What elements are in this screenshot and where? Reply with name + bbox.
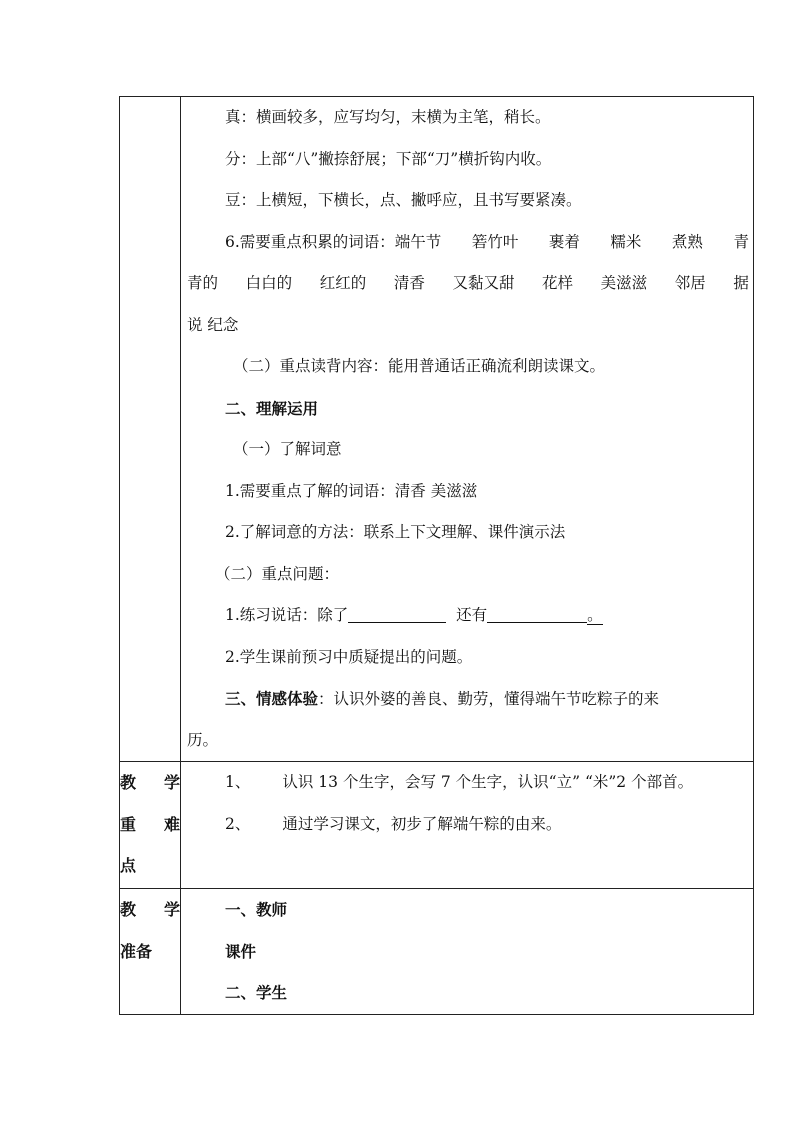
row-content-continuation [120, 97, 754, 762]
emotion-experience-text: ：认识外婆的善良、勤劳，懂得端午节吃粽子的来 [318, 690, 660, 708]
speaking-practice [187, 595, 749, 637]
vocab-word: 白白的 [245, 274, 293, 292]
stroke-note-zhen: 真：横画较多，应写均匀，末横为主笔，稍长。 [225, 108, 551, 126]
vocab-word: 清香 [393, 274, 425, 292]
stroke-note-dou: 豆：上横短，下横长，点、撇呼应，且书写要紧凑。 [225, 191, 582, 209]
vocab-word: 又黏又甜 [452, 274, 515, 292]
difficulty-item-1 [187, 762, 749, 804]
vocab-word: 花样 [542, 274, 574, 292]
subheading-word-meaning: （一）了解词意 [233, 440, 342, 458]
item-number: 1、 [225, 773, 251, 791]
fill-blank-1 [348, 606, 446, 623]
vocab-word: 邻居 [674, 274, 706, 292]
label-char: 难 [163, 814, 180, 834]
student-questions: 2.学生课前预习中质疑提出的问题。 [225, 647, 473, 666]
label-char: 学 [163, 900, 180, 919]
vocab-word: 青的 [187, 274, 219, 292]
fill-blank-2 [487, 606, 587, 623]
vocab-word: 糯米 [610, 232, 642, 251]
vocab-word: 红红的 [319, 274, 367, 292]
heading-emotion-experience: 三、情感体验 [225, 689, 319, 708]
item-number: 2、 [225, 814, 251, 833]
vocab-word: 裹着 [548, 232, 580, 251]
label-char: 点 [120, 856, 137, 875]
subheading-key-questions: （二）重点问题： [215, 564, 340, 583]
item-text: 通过学习课文，初步了解端午粽的由来。 [282, 814, 562, 833]
vocab-intro: 6.需要重点积累的词语：端午节 [225, 232, 442, 251]
emotion-experience-line-2: 历。 [187, 730, 219, 749]
vocab-line-3: 说 纪念 [187, 315, 239, 334]
key-difficulties-content [181, 762, 754, 889]
reading-focus: （二）重点读背内容：能用普通话正确流利朗读课文。 [233, 357, 606, 375]
label-char: 教 [120, 773, 137, 792]
prep-student-heading: 二、学生 [225, 983, 288, 1002]
prep-teacher-item: 课件 [225, 941, 257, 961]
row-key-difficulties [120, 762, 754, 889]
speaking-prompt-end: 。 [587, 606, 603, 624]
label-char: 学 [163, 773, 180, 792]
label-key-difficulties [120, 762, 181, 889]
label-teaching-preparation [120, 889, 181, 1015]
emotion-experience-line [187, 678, 749, 720]
vocab-word: 煮熟 [671, 232, 703, 251]
prep-teacher-heading: 一、教师 [225, 900, 288, 919]
row-teaching-preparation [120, 889, 754, 1015]
label-char: 准备 [120, 941, 153, 961]
vocab-line-2 [187, 263, 749, 305]
content-cell [181, 97, 754, 762]
label-char: 教 [120, 900, 137, 919]
stroke-note-fen: 分：上部“八”撇捺舒展；下部“刀”横折钩内收。 [225, 149, 552, 168]
difficulty-item-2 [187, 804, 749, 846]
heading-understand-apply: 二、理解运用 [225, 398, 319, 418]
speaking-prompt-a: 1.练习说话：除了 [225, 606, 349, 624]
vocab-word: 据 [733, 274, 749, 292]
word-meaning-methods: 2.了解词意的方法：联系上下文理解、课件演示法 [225, 523, 566, 541]
lesson-plan-table [119, 96, 754, 1015]
vocab-word: 青 [733, 232, 749, 251]
speaking-prompt-b: 还有 [456, 606, 488, 624]
vocab-word: 箬竹叶 [471, 232, 519, 251]
teaching-preparation-content [181, 889, 754, 1015]
vocab-line-1 [187, 222, 749, 264]
key-words-to-understand: 1.需要重点了解的词语：清香 美滋滋 [225, 481, 478, 500]
vocab-word: 美滋滋 [600, 274, 648, 292]
empty-label-cell [120, 97, 181, 762]
label-char: 重 [120, 814, 137, 834]
item-text: 认识 13 个生字，会写 7 个生字，认识“立” “米”2 个部首。 [282, 773, 694, 791]
